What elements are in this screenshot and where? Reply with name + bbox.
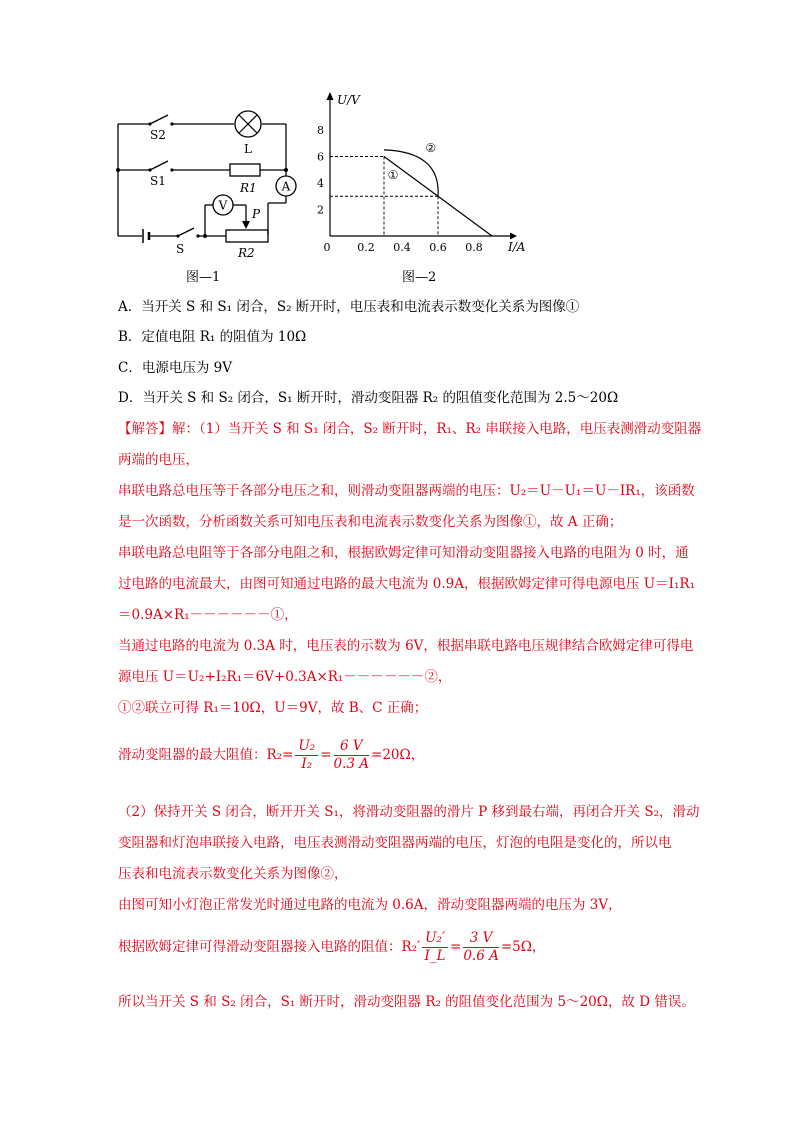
answer-line-4: 是一次函数，分析函数关系可知电压表和电流表示数变化关系为图像①，故 A 正确； xyxy=(118,514,623,530)
switch-s-label: S xyxy=(176,242,185,256)
answer-line-11: 滑动变阻器的最大阻值：R₂= $\frac{\text{U₂}}{\text{I₂}}$ = $\frac{6 V}{0.3 A}$ =20Ω， xyxy=(118,738,425,772)
answer-line-7: ＝0.9A×R₁－－－－－－①， xyxy=(118,607,298,623)
switch-s2-label: S2 xyxy=(150,128,166,142)
slider-p-label: P xyxy=(252,207,261,221)
figure1-caption: 图—1 xyxy=(186,270,221,285)
lamp-symbol xyxy=(235,111,261,137)
x-tick-label: 0.8 xyxy=(465,241,483,254)
origin-label: 0 xyxy=(323,241,331,254)
x-axis-label: I/A xyxy=(508,240,526,254)
y-tick-label: 8 xyxy=(317,124,324,137)
r2-label: R2 xyxy=(238,246,255,260)
ammeter-symbol xyxy=(276,176,296,196)
switch-s1-label: S1 xyxy=(150,174,166,188)
y-tick-label: 4 xyxy=(317,177,324,190)
option-b: B．定值电阻 R₁ 的阻值为 10Ω xyxy=(118,329,307,345)
answer-line-15: 由图可知小灯泡正常发光时通过电路的电流为 0.6A，滑动变阻器两端的电压为 3V， xyxy=(118,897,622,913)
answer-line-1: 【解答】解：（1）当开关 S 和 S₁ 闭合，S₂ 断开时，R₁、R₂ 串联接入电路，电压表测滑动变阻器 xyxy=(118,421,702,437)
answer-line-12: （2）保持开关 S 闭合，断开开关 S₁，将滑动变阻器的滑片 P 移到最右端，再闭合开关 S₂，滑动 xyxy=(118,804,700,820)
y-axis-label: U/V xyxy=(337,93,360,107)
fraction-3v-06a: $\frac{3 V}{0.6 A}$ xyxy=(463,930,499,964)
x-tick-label: 0.2 xyxy=(357,241,375,254)
y-tick-label: 2 xyxy=(317,203,324,217)
answer-line-17: 所以当开关 S 和 S₂ 闭合，S₁ 断开时，滑动变阻器 R₂ 的阻值变化范围为 5～20Ω，故 D 错误。 xyxy=(118,994,695,1010)
answer-line-5: 串联电路总电阻等于各部分电阻之和，根据欧姆定律可知滑动变阻器接入电路的电阻为 0 时，通 xyxy=(118,545,689,561)
x-tick-label: 0.6 xyxy=(429,241,447,254)
series-1-label: ① xyxy=(387,168,399,183)
answer-line-16: 根据欧姆定律可得滑动变阻器接入电路的阻值：R₂′ $\frac{\text{U₂′}}{I\_L}$ = $\frac{3 V}{0.6 A}$ =5Ω， xyxy=(118,930,546,964)
ui-graph xyxy=(305,88,535,263)
voltmeter-label: V xyxy=(218,198,228,213)
circuit-diagram xyxy=(110,95,310,270)
answer-line-14: 压表和电流表示数变化关系为图像②， xyxy=(118,866,348,882)
answer-heading: 【解答】 xyxy=(118,421,172,437)
y-tick-label: 6 xyxy=(317,150,324,164)
answer-line-2: 两端的电压， xyxy=(118,452,199,468)
lamp-label: L xyxy=(244,142,252,156)
x-axis-arrow xyxy=(510,233,517,240)
option-c: C．电源电压为 9V xyxy=(118,360,232,376)
r1-label: R1 xyxy=(240,181,257,195)
answer-line-9: 源电压 U＝U₂+I₂R₁＝6V+0.3A×R₁－－－－－－②， xyxy=(118,669,452,685)
fraction-6v-03a: $\frac{6 V}{0.3 A}$ xyxy=(333,738,370,772)
fraction-u2p-il: $\frac{\text{U₂′}}{I\_L}$ xyxy=(422,930,448,965)
series-2-label: ② xyxy=(425,140,437,155)
answer-line-3: 串联电路总电压等于各部分电压之和，则滑动变阻器两端的电压：U₂＝U－U₁＝U－IR₁，该函数 xyxy=(118,483,695,499)
x-tick-label: 0.4 xyxy=(393,241,411,254)
answer-line-10: ①②联立可得 R₁＝10Ω，U＝9V，故 B、C 正确； xyxy=(118,700,428,716)
figure2-caption: 图—2 xyxy=(402,270,437,285)
fraction-u2-i2: $\frac{\text{U₂}}{\text{I₂}}$ xyxy=(295,738,318,773)
option-a: A．当开关 S 和 S₁ 闭合，S₂ 断开时，电压表和电流表示数变化关系为图像① xyxy=(118,299,580,315)
voltmeter-symbol xyxy=(213,195,233,215)
answer-line-6: 过电路的电流最大，由图可知通过电路的最大电流为 0.9A，根据欧姆定律可得电源电压 U＝I₁R₁ xyxy=(118,576,695,592)
answer-line-13: 变阻器和灯泡串联接入电路，电压表测滑动变阻器两端的电压，灯泡的电阻是变化的，所以电 xyxy=(118,835,672,851)
y-axis-arrow xyxy=(327,92,334,100)
option-d: D．当开关 S 和 S₂ 闭合，S₁ 断开时，滑动变阻器 R₂ 的阻值变化范围为 2.5～20Ω xyxy=(118,390,619,406)
answer-line-8: 当通过电路的电流为 0.3A 时，电压表的示数为 6V，根据串联电路电压规律结合欧姆定律可得电 xyxy=(118,638,694,654)
ammeter-label: A xyxy=(281,179,291,194)
